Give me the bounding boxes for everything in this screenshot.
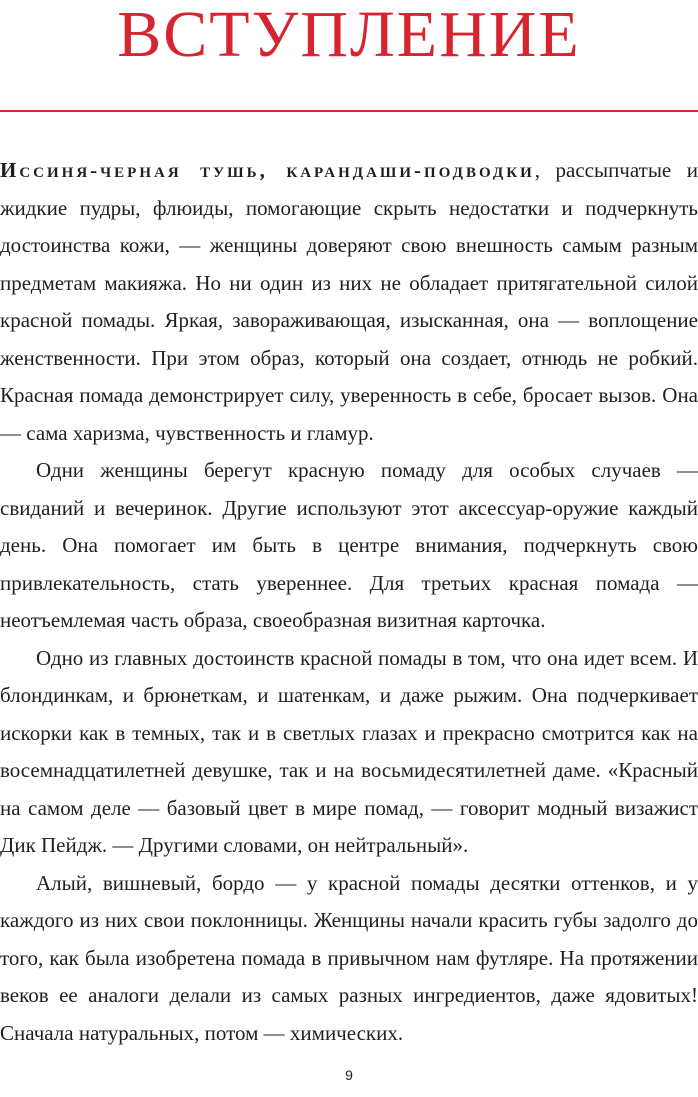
- title-divider: [0, 110, 698, 112]
- paragraph-4: Алый, вишневый, бордо — у красной помады десятки оттенков, и у каждого из них свои поклонницы. Женщины начали красить губы задолго до того, как была изобретена помада в привычном нам футляре. На протяжении веков ее аналоги делали из самых разных ингредиентов, даже ядовитых! Сначала натуральных, потом — химических.: [0, 870, 698, 1045]
- paragraph-2: Одни женщины берегут красную помаду для особых случаев — свиданий и вечеринок. Другие используют этот аксессуар-оружие каждый день. Она помогает им быть в центре внимания, подчеркнуть свою привлекательность, стать увереннее. Для третьих красная помада — неотъемлемая часть образа, своеобразная визитная карточка.: [0, 458, 698, 632]
- paragraph-1: [0, 152, 698, 452]
- chapter-title: ВСТУПЛЕНИЕ: [117, 0, 581, 71]
- lead-in-text: Иссиня-черная тушь, карандаши-подводки: [0, 158, 535, 182]
- paragraph-1-text: , рассыпчатые и жидкие пудры, флюиды, помогающие скрыть недостатки и подчеркнуть достоинства кожи, — женщины доверяют свою внешность самым разным предметам макияжа. Но ни один из них не обладает притягательной силой красной помады. Яркая, завораживающая, изысканная, она — воплощение женственности. При этом образ, который она создает, отнюдь не робкий. Красная помада демонстрирует силу, уверенность в себе, бросает вызов. Она — сама харизма, чувственность и гламур.: [0, 158, 698, 445]
- paragraph-3: Одно из главных достоинств красной помады в том, что она идет всем. И блондинкам, и брюнеткам, и шатенкам, и даже рыжим. Она подчеркивает искорки как в темных, так и в светлых глазах и прекрасно смотрится как на восемнадцатилетней девушке, так и на восьмидесятилетней даме. «Красный на самом деле — базовый цвет в мире помад, — говорит модный визажист Дик Пейдж. — Другими словами, он нейтральный».: [0, 645, 698, 857]
- body-text: [0, 152, 698, 1052]
- page-number: 9: [345, 1067, 353, 1083]
